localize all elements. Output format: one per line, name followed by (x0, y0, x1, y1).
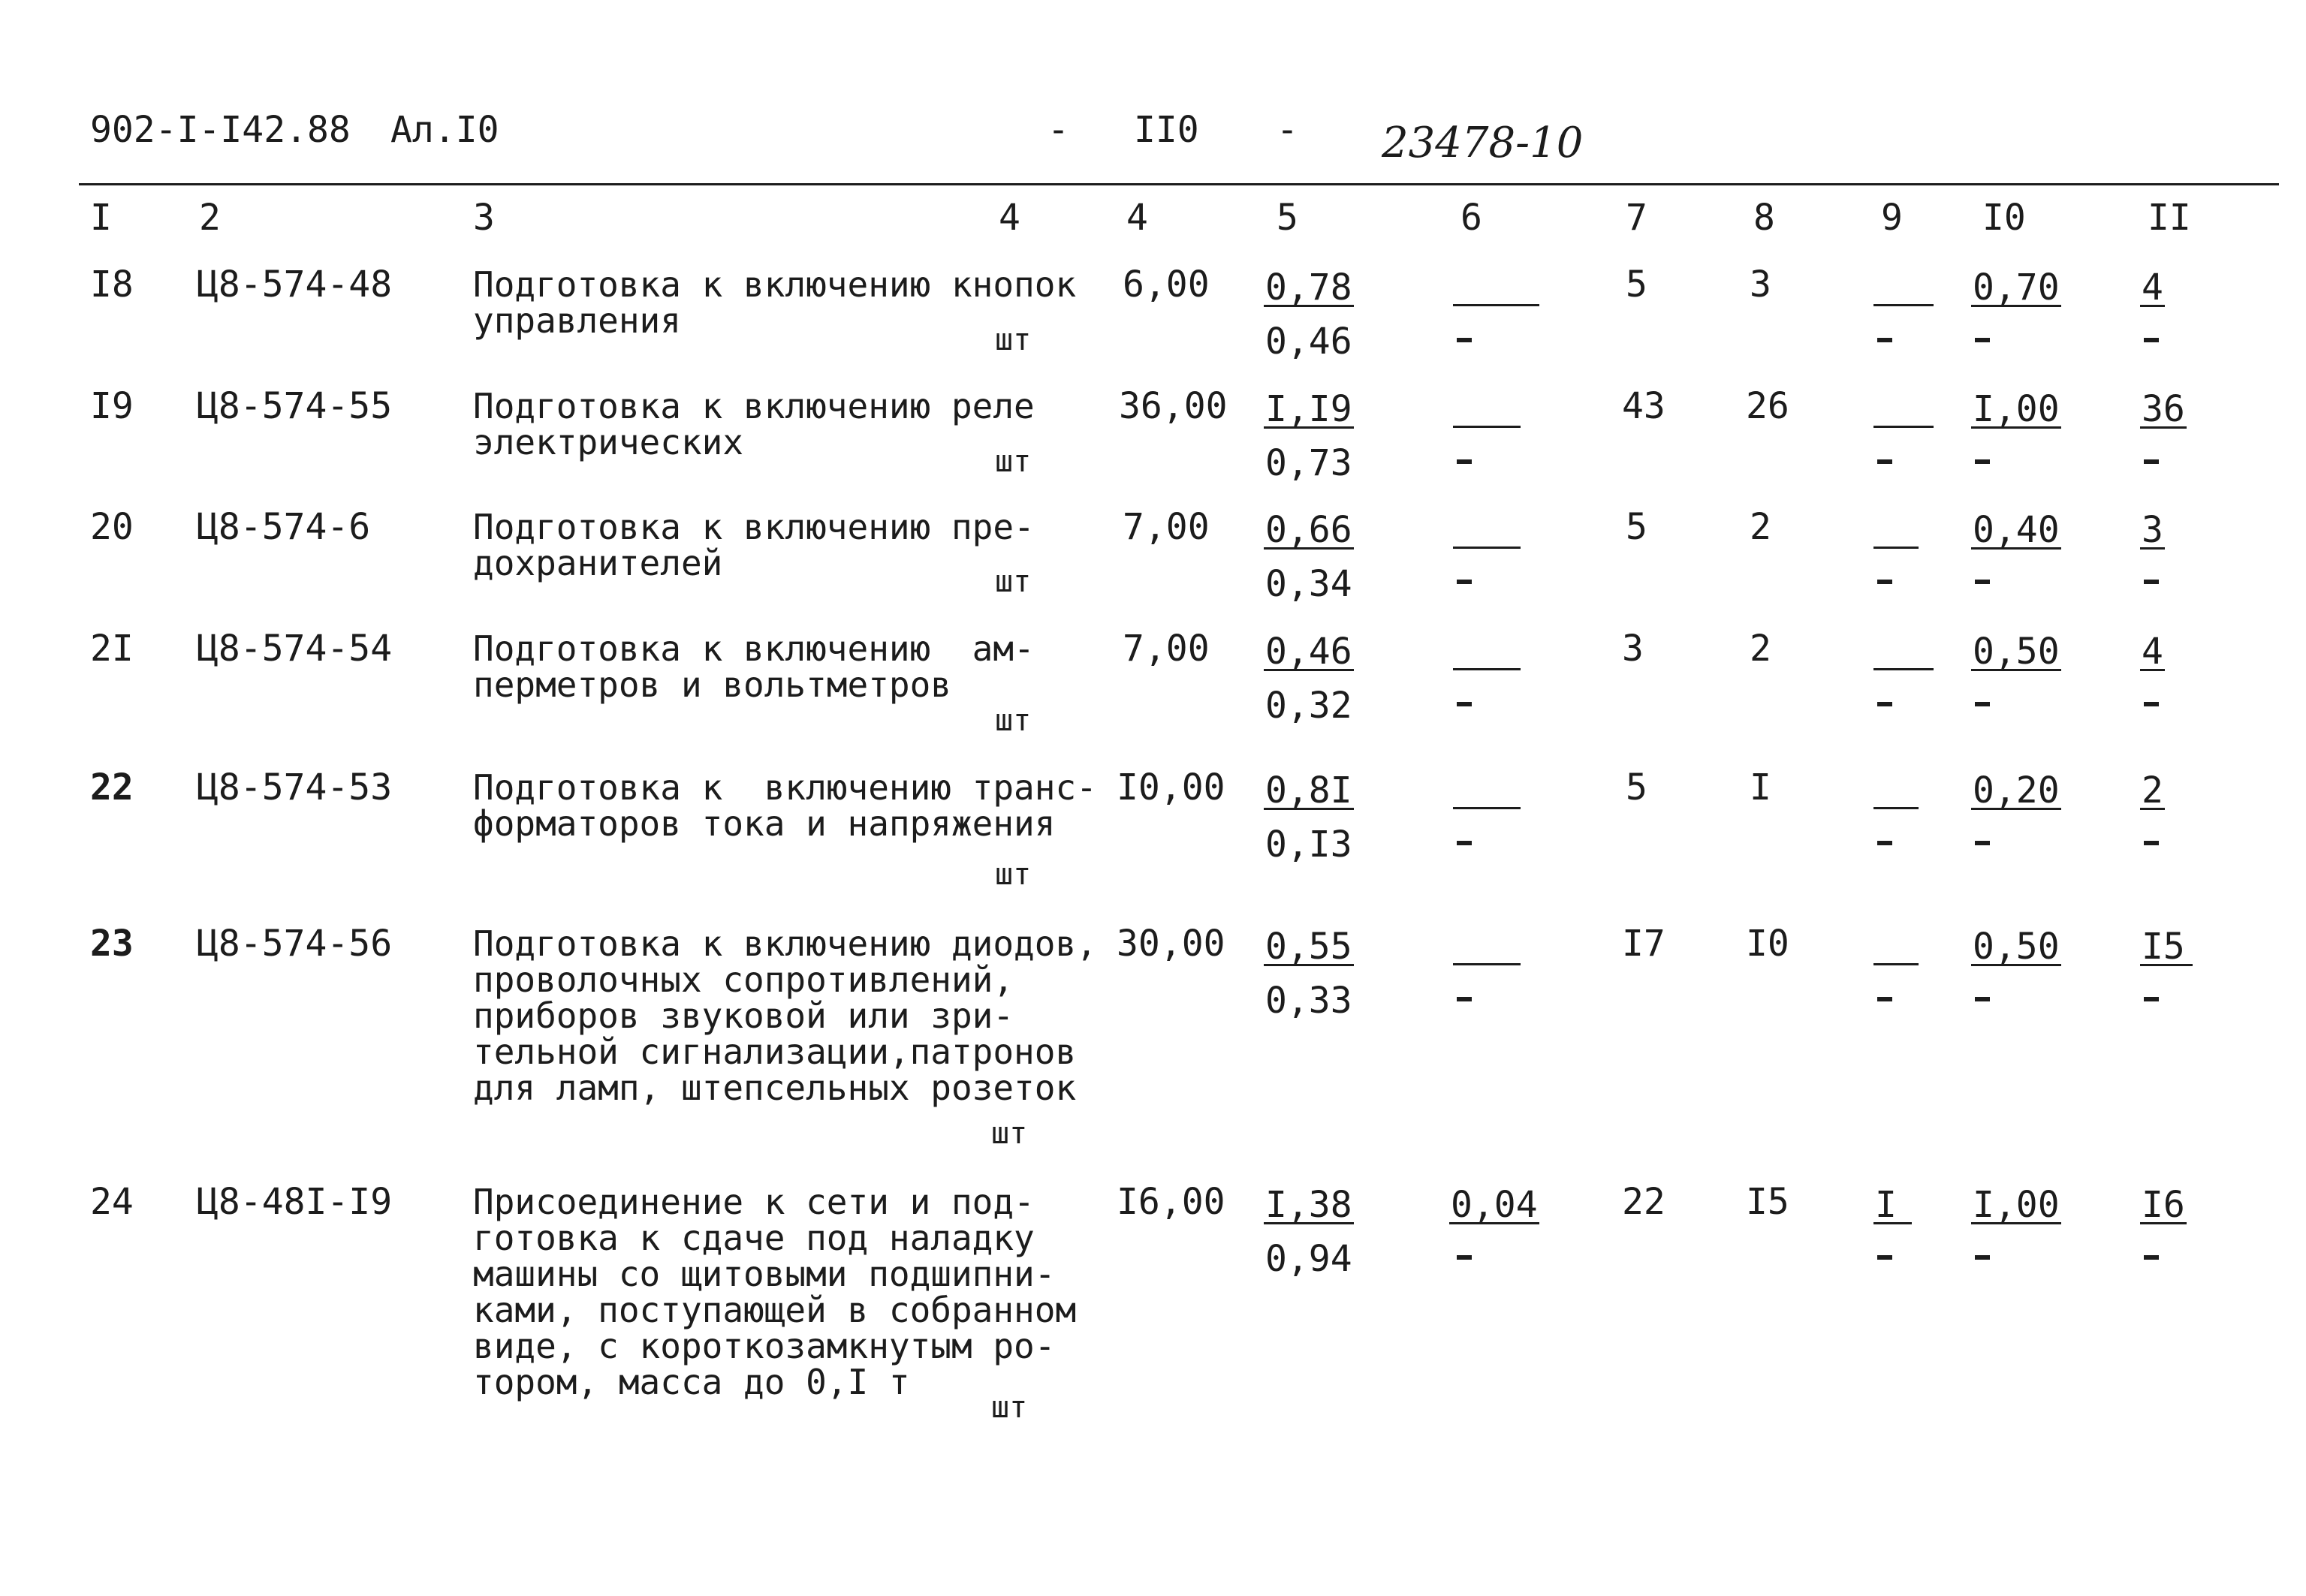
col11-bottom-dash (2144, 841, 2159, 845)
col8-value: I5 (1746, 1181, 1789, 1223)
quantity: 7,00 (1123, 628, 1210, 670)
col11-top: 4 (2142, 631, 2163, 673)
row-number: 2I (90, 628, 134, 670)
col10-bottom-dash (1975, 702, 1990, 706)
col7-value: 43 (1622, 385, 1665, 427)
col9-top: I (1873, 1188, 1912, 1224)
unit-label: шт (991, 1116, 1028, 1151)
col11-bottom-dash (2144, 459, 2159, 464)
col10-top: 0,20 (1973, 769, 2060, 812)
col10-top: 0,40 (1973, 509, 2060, 551)
col9-bottom-dash (1877, 702, 1892, 706)
col5-top: 0,55 (1265, 926, 1352, 968)
page-number: II0 (1134, 109, 1199, 151)
row-number: 20 (90, 506, 134, 548)
col5-fraction (1264, 267, 1354, 363)
col7-value: 5 (1626, 263, 1647, 306)
norm-code: Ц8-574-53 (197, 766, 393, 809)
col10-bottom-dash (1975, 580, 1990, 584)
sheet-label: Ал.I0 (390, 109, 499, 151)
col5-fraction (1264, 1184, 1354, 1280)
quantity: 30,00 (1117, 923, 1225, 965)
col9-bottom-dash (1877, 841, 1892, 845)
work-description: Подготовка к включению пре- дохранителей (473, 507, 1035, 583)
col9-dash (1873, 304, 1934, 306)
col5-bottom: 0,73 (1265, 442, 1352, 484)
column-number: 9 (1881, 197, 1903, 239)
work-description: Подготовка к включению кнопок управления (473, 264, 1077, 341)
col11-top: I6 (2142, 1184, 2185, 1226)
doc-code: 902-I-I42.88 (90, 109, 351, 151)
col5-bottom: 0,94 (1265, 1238, 1352, 1280)
col5-fraction (1264, 926, 1354, 1022)
col9-bottom-dash (1877, 459, 1892, 464)
norm-code: Ц8-574-56 (197, 923, 393, 965)
work-description: Подготовка к включению транс- форматоров тока и напряжения (473, 767, 1097, 844)
quantity: I0,00 (1117, 766, 1225, 809)
unit-label: шт (995, 444, 1032, 479)
col11-top: 4 (2142, 267, 2163, 309)
column-number: 4 (1126, 197, 1148, 239)
col11-bottom-dash (2144, 702, 2159, 706)
norm-code: Ц8-574-54 (197, 628, 393, 670)
col9-dash (1873, 668, 1934, 670)
col6-dash (1453, 963, 1521, 965)
col11-fraction (2140, 267, 2165, 309)
col10-bottom-dash (1975, 338, 1990, 342)
col10-bottom-dash (1975, 459, 1990, 464)
col5-bottom: 0,34 (1265, 563, 1352, 605)
col6-bottom-dash (1457, 841, 1472, 845)
col9-dash (1873, 547, 1919, 549)
column-number: 8 (1753, 197, 1775, 239)
col6-bottom-dash (1457, 997, 1472, 1001)
col9-dash (1873, 963, 1919, 965)
row-number: 24 (90, 1181, 134, 1223)
column-number: 5 (1277, 197, 1298, 239)
col10-fraction (1971, 769, 2061, 812)
unit-label: шт (995, 323, 1032, 357)
col5-top: 0,66 (1265, 509, 1352, 551)
unit-label: шт (995, 857, 1032, 892)
col10-fraction (1971, 1184, 2061, 1226)
col11-fraction (2140, 631, 2165, 673)
col5-bottom: 0,33 (1265, 980, 1352, 1022)
col9-dash (1873, 426, 1934, 428)
col5-top: I,38 (1265, 1184, 1352, 1226)
col5-top: 0,78 (1265, 267, 1352, 309)
norm-code: Ц8-574-6 (197, 506, 371, 548)
col10-bottom-dash (1975, 1255, 1990, 1260)
col10-bottom-dash (1975, 841, 1990, 845)
col5-fraction (1264, 388, 1354, 484)
col7-value: 5 (1626, 766, 1647, 809)
col8-value: 26 (1746, 385, 1789, 427)
work-description: Подготовка к включению реле электрических (473, 386, 1035, 462)
col5-top: 0,46 (1265, 631, 1352, 673)
col11-top: 36 (2142, 388, 2185, 430)
col11-fraction (2140, 926, 2193, 968)
work-description: Присоединение к сети и под- готовка к сдаче под наладку машины со щитовыми подшипни- ками, поступающей в собранном виде, с короткозамкнутым ро- тором, масса до 0,I т (473, 1182, 1077, 1402)
col8-value: I (1750, 766, 1771, 809)
col9-fraction (1873, 1184, 1912, 1226)
col10-fraction (1971, 631, 2061, 673)
col9-bottom-dash (1877, 1255, 1892, 1260)
col11-fraction (2140, 1184, 2187, 1226)
col5-bottom: 0,32 (1265, 685, 1352, 727)
header-rule (79, 183, 2279, 185)
col9-bottom-dash (1877, 580, 1892, 584)
row-number: 23 (90, 923, 134, 965)
quantity: 6,00 (1123, 263, 1210, 306)
col6-dash (1453, 668, 1521, 670)
col6-bottom-dash (1457, 702, 1472, 706)
column-number: I0 (1982, 197, 2026, 239)
col10-bottom-dash (1975, 997, 1990, 1001)
col6-bottom-dash (1457, 1255, 1472, 1260)
col11-fraction (2140, 388, 2187, 430)
col11-bottom-dash (2144, 338, 2159, 342)
col5-top: I,I9 (1265, 388, 1352, 430)
col10-fraction (1971, 267, 2061, 309)
col7-value: 22 (1622, 1181, 1665, 1223)
col10-top: 0,50 (1973, 631, 2060, 673)
col8-value: 2 (1750, 628, 1771, 670)
col6-bottom-dash (1457, 338, 1472, 342)
col6-top: 0,04 (1451, 1184, 1538, 1226)
col9-bottom-dash (1877, 338, 1892, 342)
col6-dash (1453, 547, 1521, 549)
col11-top: I5 (2140, 929, 2193, 966)
dash-right: - (1277, 109, 1298, 151)
column-number: 6 (1460, 197, 1482, 239)
col11-top: 2 (2142, 769, 2163, 812)
unit-label: шт (991, 1390, 1028, 1425)
col8-value: 2 (1750, 506, 1771, 548)
col11-fraction (2140, 769, 2165, 812)
unit-label: шт (995, 565, 1032, 599)
col5-fraction (1264, 631, 1354, 727)
col11-bottom-dash (2144, 580, 2159, 584)
quantity: 7,00 (1123, 506, 1210, 548)
column-number: 3 (473, 197, 495, 239)
norm-code: Ц8-48I-I9 (197, 1181, 393, 1223)
norm-code: Ц8-574-55 (197, 385, 393, 427)
work-description: Подготовка к включению ам- перметров и вольтметров (473, 628, 1035, 705)
col10-top: 0,70 (1973, 267, 2060, 309)
unit-label: шт (995, 703, 1032, 738)
col7-value: I7 (1622, 923, 1665, 965)
col6-dash (1453, 807, 1521, 809)
col10-fraction (1971, 926, 2061, 968)
col8-value: I0 (1746, 923, 1789, 965)
col7-value: 5 (1626, 506, 1647, 548)
col11-top: 3 (2142, 509, 2163, 551)
column-number: 7 (1626, 197, 1647, 239)
col8-value: 3 (1750, 263, 1771, 306)
col5-fraction (1264, 769, 1354, 866)
work-description: Подготовка к включению диодов, проволочных сопротивлений, приборов звуковой или зри- тельной сигнализации,патронов для ламп, штепсельных розеток (473, 923, 1097, 1108)
dash-left: - (1047, 109, 1069, 151)
col10-fraction (1971, 509, 2061, 551)
col5-bottom: 0,I3 (1265, 824, 1352, 866)
col9-dash (1873, 807, 1919, 809)
column-number: II (2148, 197, 2191, 239)
col7-value: 3 (1622, 628, 1644, 670)
col6-fraction (1449, 1184, 1539, 1226)
row-number: I8 (90, 263, 134, 306)
col6-dash (1453, 304, 1539, 306)
col10-top: I,00 (1973, 388, 2060, 430)
quantity: 36,00 (1119, 385, 1228, 427)
quantity: I6,00 (1117, 1181, 1225, 1223)
col6-bottom-dash (1457, 459, 1472, 464)
col9-bottom-dash (1877, 997, 1892, 1001)
handwritten-number: 23478-10 (1382, 119, 1584, 167)
col6-bottom-dash (1457, 580, 1472, 584)
column-number: 4 (999, 197, 1020, 239)
col10-fraction (1971, 388, 2061, 430)
row-number: I9 (90, 385, 134, 427)
col5-fraction (1264, 509, 1354, 605)
row-number: 22 (90, 766, 134, 809)
col11-bottom-dash (2144, 1255, 2159, 1260)
col11-bottom-dash (2144, 997, 2159, 1001)
col11-fraction (2140, 509, 2165, 551)
col5-bottom: 0,46 (1265, 321, 1352, 363)
col10-top: I,00 (1973, 1184, 2060, 1226)
col6-dash (1453, 426, 1521, 428)
column-number: I (90, 197, 112, 239)
col10-top: 0,50 (1973, 926, 2060, 968)
col5-top: 0,8I (1265, 769, 1352, 812)
column-number: 2 (199, 197, 221, 239)
norm-code: Ц8-574-48 (197, 263, 393, 306)
